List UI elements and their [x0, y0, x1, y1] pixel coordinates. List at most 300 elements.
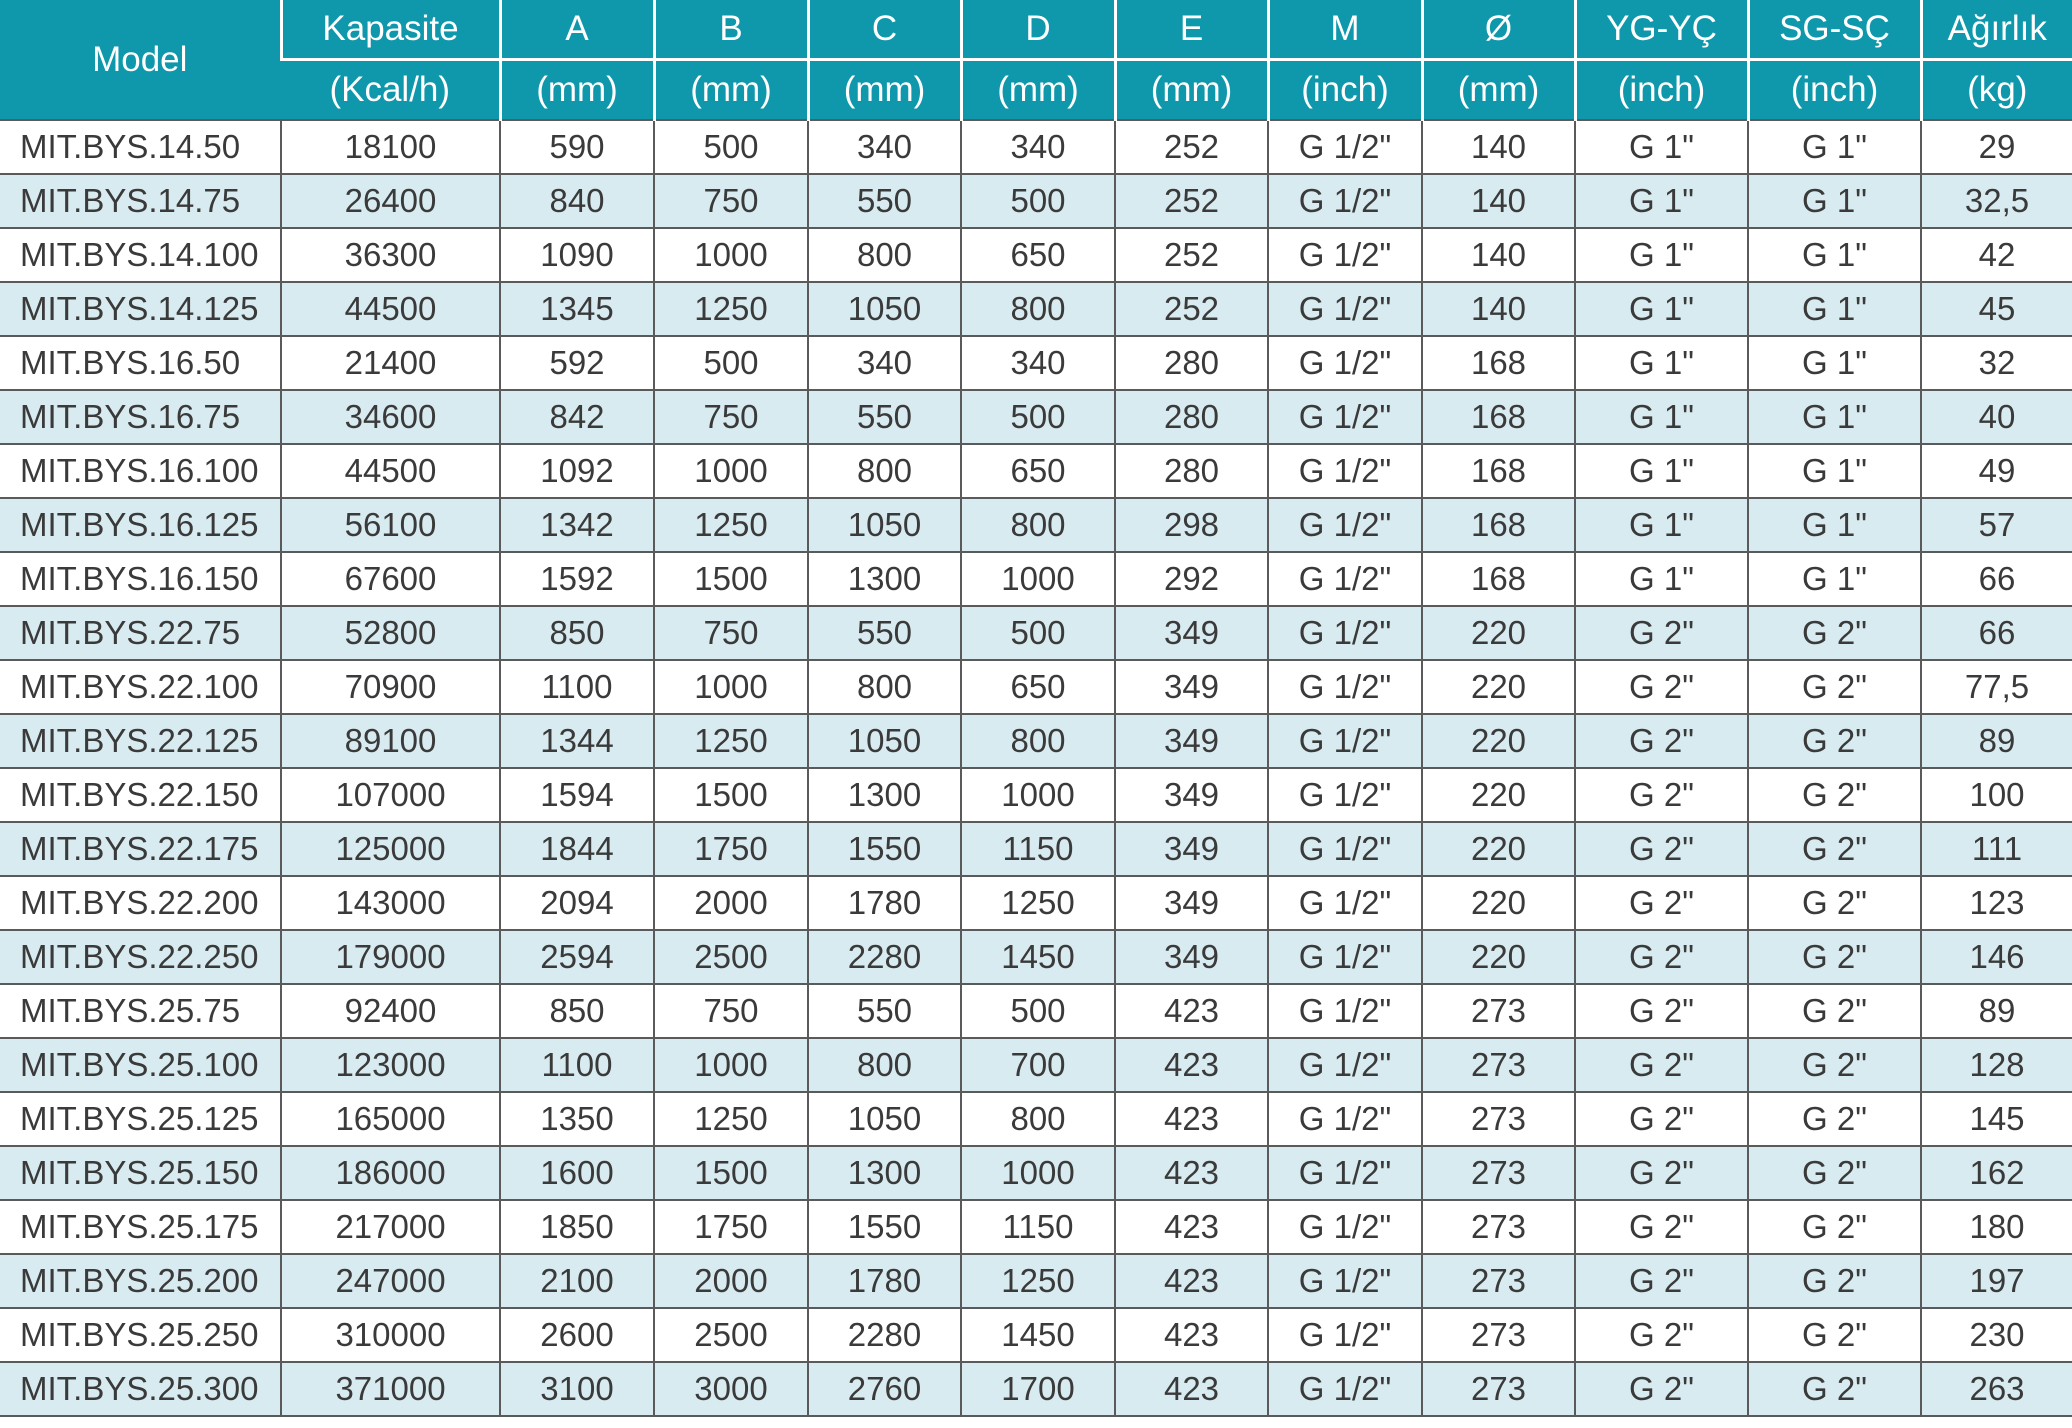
cell-a: 1592	[500, 552, 654, 606]
cell-a: 1100	[500, 660, 654, 714]
cell-kapasite: 26400	[281, 174, 500, 228]
table-row	[0, 552, 2072, 606]
cell-d: 500	[961, 606, 1115, 660]
cell-m: G 1/2"	[1268, 714, 1422, 768]
cell-yg-yc: G 1"	[1575, 552, 1748, 606]
cell-sg-sc: G 1"	[1748, 282, 1921, 336]
cell-sg-sc: G 2"	[1748, 1200, 1921, 1254]
header-c: C	[808, 0, 961, 60]
cell-kapasite: 89100	[281, 714, 500, 768]
header-d: D	[961, 0, 1115, 60]
cell-a: 1850	[500, 1200, 654, 1254]
cell-yg-yc: G 2"	[1575, 1362, 1748, 1416]
cell-b: 1250	[654, 714, 808, 768]
cell-m: G 1/2"	[1268, 390, 1422, 444]
cell-a: 3100	[500, 1362, 654, 1416]
cell-e: 349	[1115, 822, 1268, 876]
cell-a: 1594	[500, 768, 654, 822]
cell-model: MIT.BYS.25.175	[0, 1200, 281, 1254]
cell-kapasite: 125000	[281, 822, 500, 876]
cell-e: 423	[1115, 1362, 1268, 1416]
cell-c: 1780	[808, 1254, 961, 1308]
cell-diameter: 273	[1422, 984, 1575, 1038]
cell-a: 1844	[500, 822, 654, 876]
cell-yg-yc: G 1"	[1575, 444, 1748, 498]
cell-d: 650	[961, 660, 1115, 714]
table-row	[0, 174, 2072, 228]
cell-agirlik: 100	[1921, 768, 2072, 822]
table-row	[0, 336, 2072, 390]
cell-diameter: 273	[1422, 1038, 1575, 1092]
cell-model: MIT.BYS.14.75	[0, 174, 281, 228]
cell-diameter: 168	[1422, 498, 1575, 552]
cell-m: G 1/2"	[1268, 336, 1422, 390]
cell-model: MIT.BYS.25.100	[0, 1038, 281, 1092]
cell-agirlik: 128	[1921, 1038, 2072, 1092]
cell-e: 423	[1115, 984, 1268, 1038]
cell-b: 1250	[654, 1092, 808, 1146]
cell-m: G 1/2"	[1268, 228, 1422, 282]
cell-agirlik: 263	[1921, 1362, 2072, 1416]
cell-c: 1050	[808, 498, 961, 552]
cell-yg-yc: G 2"	[1575, 714, 1748, 768]
cell-diameter: 140	[1422, 228, 1575, 282]
cell-kapasite: 107000	[281, 768, 500, 822]
table-row	[0, 1146, 2072, 1200]
cell-d: 1000	[961, 552, 1115, 606]
cell-b: 750	[654, 174, 808, 228]
cell-e: 280	[1115, 444, 1268, 498]
cell-d: 1150	[961, 1200, 1115, 1254]
cell-e: 423	[1115, 1200, 1268, 1254]
cell-agirlik: 162	[1921, 1146, 2072, 1200]
cell-sg-sc: G 1"	[1748, 174, 1921, 228]
cell-yg-yc: G 2"	[1575, 876, 1748, 930]
cell-a: 1342	[500, 498, 654, 552]
cell-diameter: 168	[1422, 336, 1575, 390]
cell-diameter: 220	[1422, 768, 1575, 822]
unit-b: (mm)	[654, 60, 808, 121]
cell-yg-yc: G 2"	[1575, 1092, 1748, 1146]
cell-m: G 1/2"	[1268, 120, 1422, 174]
table-row	[0, 1038, 2072, 1092]
cell-kapasite: 123000	[281, 1038, 500, 1092]
cell-d: 1150	[961, 822, 1115, 876]
cell-a: 2100	[500, 1254, 654, 1308]
cell-agirlik: 146	[1921, 930, 2072, 984]
table-row	[0, 390, 2072, 444]
cell-c: 1300	[808, 1146, 961, 1200]
cell-a: 842	[500, 390, 654, 444]
header-agirlik: Ağırlık	[1921, 0, 2072, 60]
cell-d: 500	[961, 390, 1115, 444]
cell-agirlik: 42	[1921, 228, 2072, 282]
cell-m: G 1/2"	[1268, 1254, 1422, 1308]
cell-diameter: 168	[1422, 390, 1575, 444]
cell-c: 2760	[808, 1362, 961, 1416]
cell-a: 1350	[500, 1092, 654, 1146]
cell-b: 500	[654, 120, 808, 174]
cell-kapasite: 21400	[281, 336, 500, 390]
cell-sg-sc: G 2"	[1748, 1038, 1921, 1092]
unit-e: (mm)	[1115, 60, 1268, 121]
table-row	[0, 876, 2072, 930]
cell-m: G 1/2"	[1268, 444, 1422, 498]
cell-agirlik: 40	[1921, 390, 2072, 444]
table-row	[0, 1092, 2072, 1146]
cell-a: 2600	[500, 1308, 654, 1362]
cell-b: 2000	[654, 1254, 808, 1308]
cell-d: 500	[961, 984, 1115, 1038]
cell-d: 500	[961, 174, 1115, 228]
cell-yg-yc: G 1"	[1575, 336, 1748, 390]
cell-agirlik: 230	[1921, 1308, 2072, 1362]
table-row	[0, 768, 2072, 822]
cell-model: MIT.BYS.16.125	[0, 498, 281, 552]
cell-agirlik: 111	[1921, 822, 2072, 876]
cell-model: MIT.BYS.14.125	[0, 282, 281, 336]
cell-e: 292	[1115, 552, 1268, 606]
unit-diameter: (mm)	[1422, 60, 1575, 121]
cell-a: 1092	[500, 444, 654, 498]
cell-b: 750	[654, 984, 808, 1038]
cell-diameter: 220	[1422, 660, 1575, 714]
cell-d: 650	[961, 228, 1115, 282]
cell-kapasite: 371000	[281, 1362, 500, 1416]
cell-kapasite: 310000	[281, 1308, 500, 1362]
cell-sg-sc: G 2"	[1748, 1254, 1921, 1308]
cell-model: MIT.BYS.25.75	[0, 984, 281, 1038]
cell-model: MIT.BYS.22.125	[0, 714, 281, 768]
cell-agirlik: 32,5	[1921, 174, 2072, 228]
cell-agirlik: 66	[1921, 606, 2072, 660]
cell-e: 280	[1115, 390, 1268, 444]
cell-d: 340	[961, 336, 1115, 390]
cell-b: 750	[654, 606, 808, 660]
cell-d: 800	[961, 1092, 1115, 1146]
cell-diameter: 220	[1422, 714, 1575, 768]
cell-a: 1345	[500, 282, 654, 336]
cell-kapasite: 18100	[281, 120, 500, 174]
cell-c: 1050	[808, 714, 961, 768]
cell-d: 1450	[961, 930, 1115, 984]
cell-agirlik: 180	[1921, 1200, 2072, 1254]
cell-yg-yc: G 1"	[1575, 390, 1748, 444]
cell-e: 349	[1115, 714, 1268, 768]
cell-c: 1780	[808, 876, 961, 930]
cell-e: 349	[1115, 606, 1268, 660]
cell-yg-yc: G 2"	[1575, 1146, 1748, 1200]
cell-kapasite: 36300	[281, 228, 500, 282]
cell-sg-sc: G 1"	[1748, 336, 1921, 390]
cell-c: 1050	[808, 282, 961, 336]
cell-diameter: 273	[1422, 1308, 1575, 1362]
cell-d: 1250	[961, 876, 1115, 930]
cell-yg-yc: G 2"	[1575, 930, 1748, 984]
cell-a: 1100	[500, 1038, 654, 1092]
cell-sg-sc: G 1"	[1748, 552, 1921, 606]
cell-e: 349	[1115, 876, 1268, 930]
cell-c: 2280	[808, 930, 961, 984]
cell-sg-sc: G 2"	[1748, 984, 1921, 1038]
cell-yg-yc: G 2"	[1575, 984, 1748, 1038]
cell-sg-sc: G 1"	[1748, 228, 1921, 282]
cell-diameter: 140	[1422, 174, 1575, 228]
cell-yg-yc: G 2"	[1575, 1038, 1748, 1092]
cell-d: 700	[961, 1038, 1115, 1092]
cell-kapasite: 179000	[281, 930, 500, 984]
cell-c: 550	[808, 390, 961, 444]
unit-agirlik: (kg)	[1921, 60, 2072, 121]
table-row	[0, 930, 2072, 984]
cell-c: 550	[808, 606, 961, 660]
cell-agirlik: 197	[1921, 1254, 2072, 1308]
cell-d: 1250	[961, 1254, 1115, 1308]
cell-sg-sc: G 2"	[1748, 1308, 1921, 1362]
cell-sg-sc: G 2"	[1748, 930, 1921, 984]
cell-agirlik: 77,5	[1921, 660, 2072, 714]
cell-b: 1750	[654, 822, 808, 876]
cell-model: MIT.BYS.16.100	[0, 444, 281, 498]
cell-d: 650	[961, 444, 1115, 498]
cell-b: 1000	[654, 228, 808, 282]
cell-c: 800	[808, 444, 961, 498]
cell-c: 550	[808, 984, 961, 1038]
cell-sg-sc: G 1"	[1748, 444, 1921, 498]
cell-agirlik: 123	[1921, 876, 2072, 930]
cell-diameter: 140	[1422, 282, 1575, 336]
cell-yg-yc: G 2"	[1575, 660, 1748, 714]
header-diameter: Ø	[1422, 0, 1575, 60]
cell-b: 2500	[654, 1308, 808, 1362]
cell-kapasite: 34600	[281, 390, 500, 444]
cell-diameter: 273	[1422, 1092, 1575, 1146]
table-row	[0, 498, 2072, 552]
cell-model: MIT.BYS.22.200	[0, 876, 281, 930]
cell-kapasite: 165000	[281, 1092, 500, 1146]
cell-agirlik: 66	[1921, 552, 2072, 606]
cell-m: G 1/2"	[1268, 822, 1422, 876]
unit-kapasite: (Kcal/h)	[281, 60, 500, 121]
cell-b: 1250	[654, 498, 808, 552]
cell-kapasite: 92400	[281, 984, 500, 1038]
cell-kapasite: 70900	[281, 660, 500, 714]
cell-b: 1500	[654, 768, 808, 822]
unit-yg-yc: (inch)	[1575, 60, 1748, 121]
cell-diameter: 220	[1422, 822, 1575, 876]
cell-m: G 1/2"	[1268, 1308, 1422, 1362]
cell-agirlik: 32	[1921, 336, 2072, 390]
cell-model: MIT.BYS.25.150	[0, 1146, 281, 1200]
cell-e: 349	[1115, 660, 1268, 714]
cell-sg-sc: G 2"	[1748, 714, 1921, 768]
header-b: B	[654, 0, 808, 60]
cell-model: MIT.BYS.16.150	[0, 552, 281, 606]
cell-d: 1000	[961, 768, 1115, 822]
cell-model: MIT.BYS.25.250	[0, 1308, 281, 1362]
cell-model: MIT.BYS.22.250	[0, 930, 281, 984]
cell-b: 1500	[654, 552, 808, 606]
cell-yg-yc: G 1"	[1575, 228, 1748, 282]
cell-sg-sc: G 2"	[1748, 822, 1921, 876]
cell-yg-yc: G 2"	[1575, 1254, 1748, 1308]
header-row-units	[0, 60, 2072, 121]
table-body	[0, 120, 2072, 1416]
table-header	[0, 0, 2072, 120]
cell-m: G 1/2"	[1268, 930, 1422, 984]
cell-e: 298	[1115, 498, 1268, 552]
cell-b: 500	[654, 336, 808, 390]
cell-e: 349	[1115, 930, 1268, 984]
cell-e: 252	[1115, 120, 1268, 174]
cell-model: MIT.BYS.16.75	[0, 390, 281, 444]
cell-agirlik: 49	[1921, 444, 2072, 498]
cell-kapasite: 143000	[281, 876, 500, 930]
cell-m: G 1/2"	[1268, 552, 1422, 606]
cell-e: 349	[1115, 768, 1268, 822]
cell-agirlik: 89	[1921, 984, 2072, 1038]
cell-agirlik: 145	[1921, 1092, 2072, 1146]
cell-yg-yc: G 1"	[1575, 282, 1748, 336]
cell-yg-yc: G 1"	[1575, 498, 1748, 552]
table-row	[0, 1200, 2072, 1254]
cell-m: G 1/2"	[1268, 660, 1422, 714]
cell-b: 1000	[654, 444, 808, 498]
cell-b: 2000	[654, 876, 808, 930]
cell-e: 423	[1115, 1092, 1268, 1146]
cell-e: 252	[1115, 282, 1268, 336]
cell-diameter: 220	[1422, 930, 1575, 984]
cell-kapasite: 56100	[281, 498, 500, 552]
cell-b: 1750	[654, 1200, 808, 1254]
cell-m: G 1/2"	[1268, 498, 1422, 552]
cell-a: 850	[500, 606, 654, 660]
cell-c: 340	[808, 120, 961, 174]
cell-b: 1250	[654, 282, 808, 336]
cell-m: G 1/2"	[1268, 174, 1422, 228]
cell-c: 800	[808, 660, 961, 714]
header-a: A	[500, 0, 654, 60]
table-row	[0, 228, 2072, 282]
cell-b: 2500	[654, 930, 808, 984]
cell-e: 423	[1115, 1146, 1268, 1200]
cell-agirlik: 45	[1921, 282, 2072, 336]
cell-model: MIT.BYS.25.300	[0, 1362, 281, 1416]
cell-m: G 1/2"	[1268, 606, 1422, 660]
cell-c: 1300	[808, 768, 961, 822]
cell-sg-sc: G 2"	[1748, 876, 1921, 930]
cell-kapasite: 247000	[281, 1254, 500, 1308]
table-row	[0, 984, 2072, 1038]
cell-a: 1090	[500, 228, 654, 282]
cell-c: 1300	[808, 552, 961, 606]
cell-sg-sc: G 1"	[1748, 498, 1921, 552]
cell-c: 1550	[808, 1200, 961, 1254]
cell-e: 423	[1115, 1254, 1268, 1308]
cell-c: 550	[808, 174, 961, 228]
cell-model: MIT.BYS.22.150	[0, 768, 281, 822]
cell-m: G 1/2"	[1268, 1092, 1422, 1146]
table-row	[0, 444, 2072, 498]
cell-m: G 1/2"	[1268, 1200, 1422, 1254]
unit-sg-sc: (inch)	[1748, 60, 1921, 121]
cell-c: 800	[808, 1038, 961, 1092]
table-row	[0, 120, 2072, 174]
cell-diameter: 220	[1422, 876, 1575, 930]
cell-sg-sc: G 2"	[1748, 768, 1921, 822]
cell-kapasite: 186000	[281, 1146, 500, 1200]
cell-m: G 1/2"	[1268, 768, 1422, 822]
cell-yg-yc: G 2"	[1575, 1308, 1748, 1362]
cell-yg-yc: G 1"	[1575, 174, 1748, 228]
cell-m: G 1/2"	[1268, 282, 1422, 336]
cell-d: 800	[961, 498, 1115, 552]
cell-yg-yc: G 2"	[1575, 822, 1748, 876]
cell-model: MIT.BYS.22.175	[0, 822, 281, 876]
cell-model: MIT.BYS.22.75	[0, 606, 281, 660]
table-row	[0, 282, 2072, 336]
cell-model: MIT.BYS.22.100	[0, 660, 281, 714]
cell-sg-sc: G 2"	[1748, 1092, 1921, 1146]
cell-a: 2094	[500, 876, 654, 930]
cell-b: 1000	[654, 660, 808, 714]
cell-b: 3000	[654, 1362, 808, 1416]
cell-m: G 1/2"	[1268, 1038, 1422, 1092]
header-model: Model	[0, 0, 281, 120]
cell-diameter: 220	[1422, 606, 1575, 660]
cell-m: G 1/2"	[1268, 1362, 1422, 1416]
cell-m: G 1/2"	[1268, 876, 1422, 930]
cell-model: MIT.BYS.25.200	[0, 1254, 281, 1308]
cell-diameter: 273	[1422, 1362, 1575, 1416]
cell-agirlik: 57	[1921, 498, 2072, 552]
cell-kapasite: 44500	[281, 444, 500, 498]
header-yg-yc: YG-YÇ	[1575, 0, 1748, 60]
unit-c: (mm)	[808, 60, 961, 121]
cell-yg-yc: G 2"	[1575, 606, 1748, 660]
table-row	[0, 714, 2072, 768]
cell-sg-sc: G 2"	[1748, 606, 1921, 660]
table-row	[0, 822, 2072, 876]
cell-sg-sc: G 2"	[1748, 1362, 1921, 1416]
cell-yg-yc: G 2"	[1575, 1200, 1748, 1254]
cell-diameter: 168	[1422, 444, 1575, 498]
cell-d: 1700	[961, 1362, 1115, 1416]
unit-a: (mm)	[500, 60, 654, 121]
cell-a: 590	[500, 120, 654, 174]
cell-c: 1050	[808, 1092, 961, 1146]
cell-diameter: 273	[1422, 1254, 1575, 1308]
cell-e: 280	[1115, 336, 1268, 390]
cell-d: 800	[961, 282, 1115, 336]
cell-e: 423	[1115, 1038, 1268, 1092]
header-e: E	[1115, 0, 1268, 60]
cell-a: 592	[500, 336, 654, 390]
table-row	[0, 1308, 2072, 1362]
header-kapasite: Kapasite	[281, 0, 500, 60]
cell-diameter: 273	[1422, 1200, 1575, 1254]
table-row	[0, 606, 2072, 660]
cell-d: 1450	[961, 1308, 1115, 1362]
cell-a: 2594	[500, 930, 654, 984]
cell-e: 252	[1115, 228, 1268, 282]
cell-d: 1000	[961, 1146, 1115, 1200]
cell-kapasite: 217000	[281, 1200, 500, 1254]
cell-a: 1344	[500, 714, 654, 768]
table-row	[0, 660, 2072, 714]
cell-kapasite: 44500	[281, 282, 500, 336]
table-row	[0, 1362, 2072, 1416]
